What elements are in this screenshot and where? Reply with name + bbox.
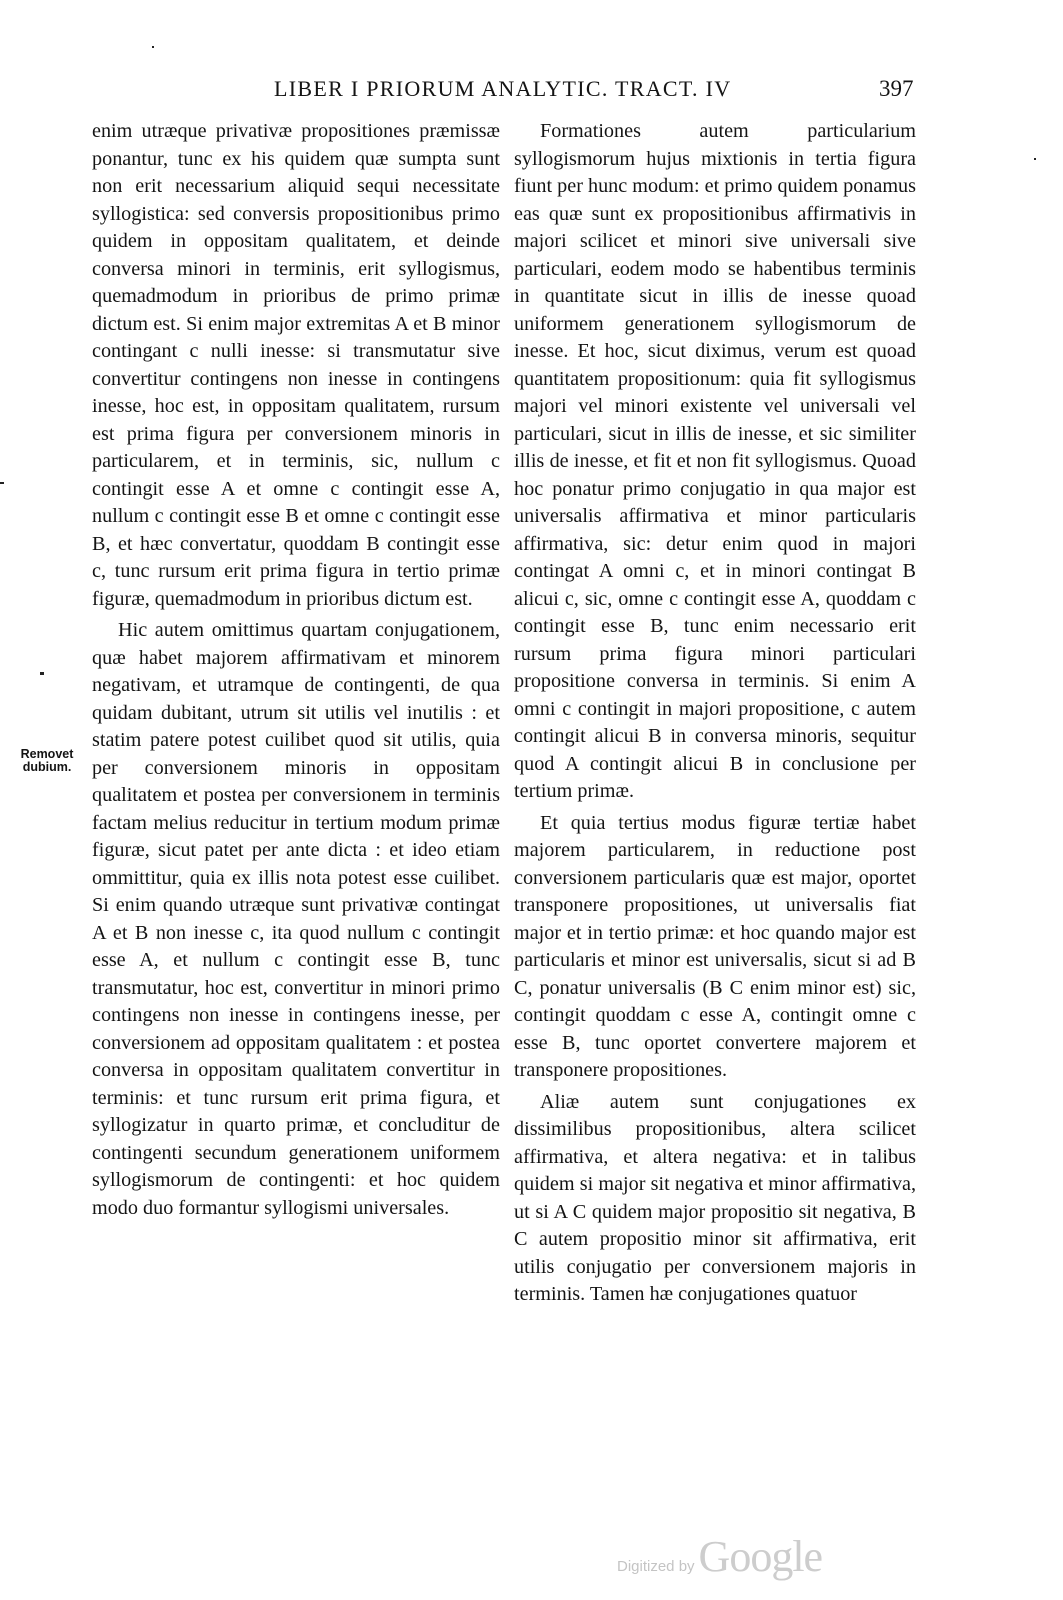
scan-speck (152, 46, 154, 48)
scan-speck (1034, 158, 1036, 160)
google-logo: Google (698, 1532, 823, 1581)
scan-speck (0, 482, 4, 484)
right-column (514, 118, 916, 1309)
margin-note: Removet dubium. (20, 747, 74, 774)
right-paragraph-3: Aliæ autem sunt conjugationes ex dissimilibus propositionibus, altera scilicet affirmativa, et altera negativa: et in talibus quidem si major sit negativa et minor affirmativa, ut si A C quidem major propositio sit negativa, B C autem propositio minor sit affirmativa, erit utilis conjugatio per conversionem majoris in terminis. Tamen hæ conjugationes quatuor (514, 1090, 916, 1305)
page-number: 397 (879, 76, 914, 101)
right-paragraph-2: Et quia tertius modus figuræ tertiæ habet majorem particularem, in reductione post conversionem particularis quæ est major, oportet transponere propositiones, ut universalis fiat major et in tertio primæ: et hoc quando major est particularis et minor est universalis, sicut si ad B C, ponatur universalis (B C enim minor est) sic, contingit quoddam c esse A, contingit omne c esse B, tunc oportet convertere majorem et transponere propositiones. (514, 811, 916, 1081)
left-column (92, 118, 500, 1222)
scan-speck (40, 672, 44, 675)
right-paragraph-1: Formationes autem particularium syllogismorum hujus mixtionis in tertia figura fiunt per hunc modum: et primo quidem ponamus eas quæ sunt ex propositionibus affirmativis in majori scilicet et minori sive universali sive particulari, eodem modo se habentibus terminis in quantitate sicut in illis de inesse quoad uniformem generationem syllogismorum de inesse. Et hoc, sicut diximus, verum est quoad quantitatem propositionum: quia fit syllogismus majori vel minori existente vel universali vel particulari, sicut in illis de inesse, et sic similiter illis de inesse, et fit et non fit syllogismus. Quoad hoc ponatur primo conjugatio in qua major est universalis affirmativa et minor particularis affirmativa, sic: detur enim quod in majori contingat A omni c, et in minori contingat B alicui c, sic, omne c contingit esse A, quoddam c contingit esse B, tunc enim necessario erit rursum prima figura minori particulari propositione conversa in terminis. Si enim A omni c contingit in majori propositione, c autem contingit alicui B in conversa minoris, sequitur quod A contingit alicui B in conclusione per tertium primæ. (514, 120, 917, 802)
digitized-by-google-watermark (617, 1531, 822, 1582)
left-paragraph-1: enim utræque privativæ propositiones præmissæ ponantur, tunc ex his quidem quæ sumpta sunt non erit necessarium aliquid sequi necessitate syllogistica: sed conversis propositionibus primo quidem in oppositam qualitatem, et deinde conversa minori in terminis, erit syllogismus, quemadmodum in prioribus de primo primæ dictum est. Si enim major extremitas A et B minor contingant c nulli inesse: si transmutatur sive convertitur contingens non inesse in contingens inesse, hoc est, in oppositam qualitatem, rursum est prima figura per conversionem minoris in particularem, et in terminis, sic, nullum c contingit esse A et omne c contingit esse A, nullum c contingit esse B et omne c contingit esse B, et hæc convertatur, quoddam B contingit esse c, tunc rursum erit prima figura in tertio primæ figuræ, quemadmodum in prioribus dictum est. (92, 120, 500, 610)
running-title: LIBER I PRIORUM ANALYTIC. TRACT. IV (274, 76, 732, 101)
page-header (0, 76, 1063, 106)
watermark-prefix: Digitized by (617, 1558, 695, 1575)
left-paragraph-2: Hic autem omittimus quartam conjugationem, quæ habet majorem affirmativam et minorem negativam, et utramque de contingenti, de qua quidam dubitant, utrum sit utilis vel inutilis : et statim patere potest cuilibet quod sit utilis, quia per conversionem minoris in oppositam qualitatem et postea per conversionem in terminis factam melius reducitur in tertium modum primæ figuræ, sicut patet per ante dicta : et ideo etiam ommittitur, quia ex illis nota potest esse cuilibet. Si enim quando utræque sunt privativæ contingat A et B non inesse c, ita quod nullum c contingit esse A, et nullum c contingit esse B, tunc transmutatur, hoc est, convertitur in minori primo contingens non inesse in contingens inesse, per conversionem ad oppositam qualitatem : et postea conversa in oppositam qualitatem convertitur in terminis: et tunc rursum erit prima figura, et syllogizatur in quarto primæ, et concluditur de contingenti secundum generationem uniformem syllogismorum de contingenti: et hoc quidem modo duo formantur syllogismi universales. (92, 619, 500, 1219)
